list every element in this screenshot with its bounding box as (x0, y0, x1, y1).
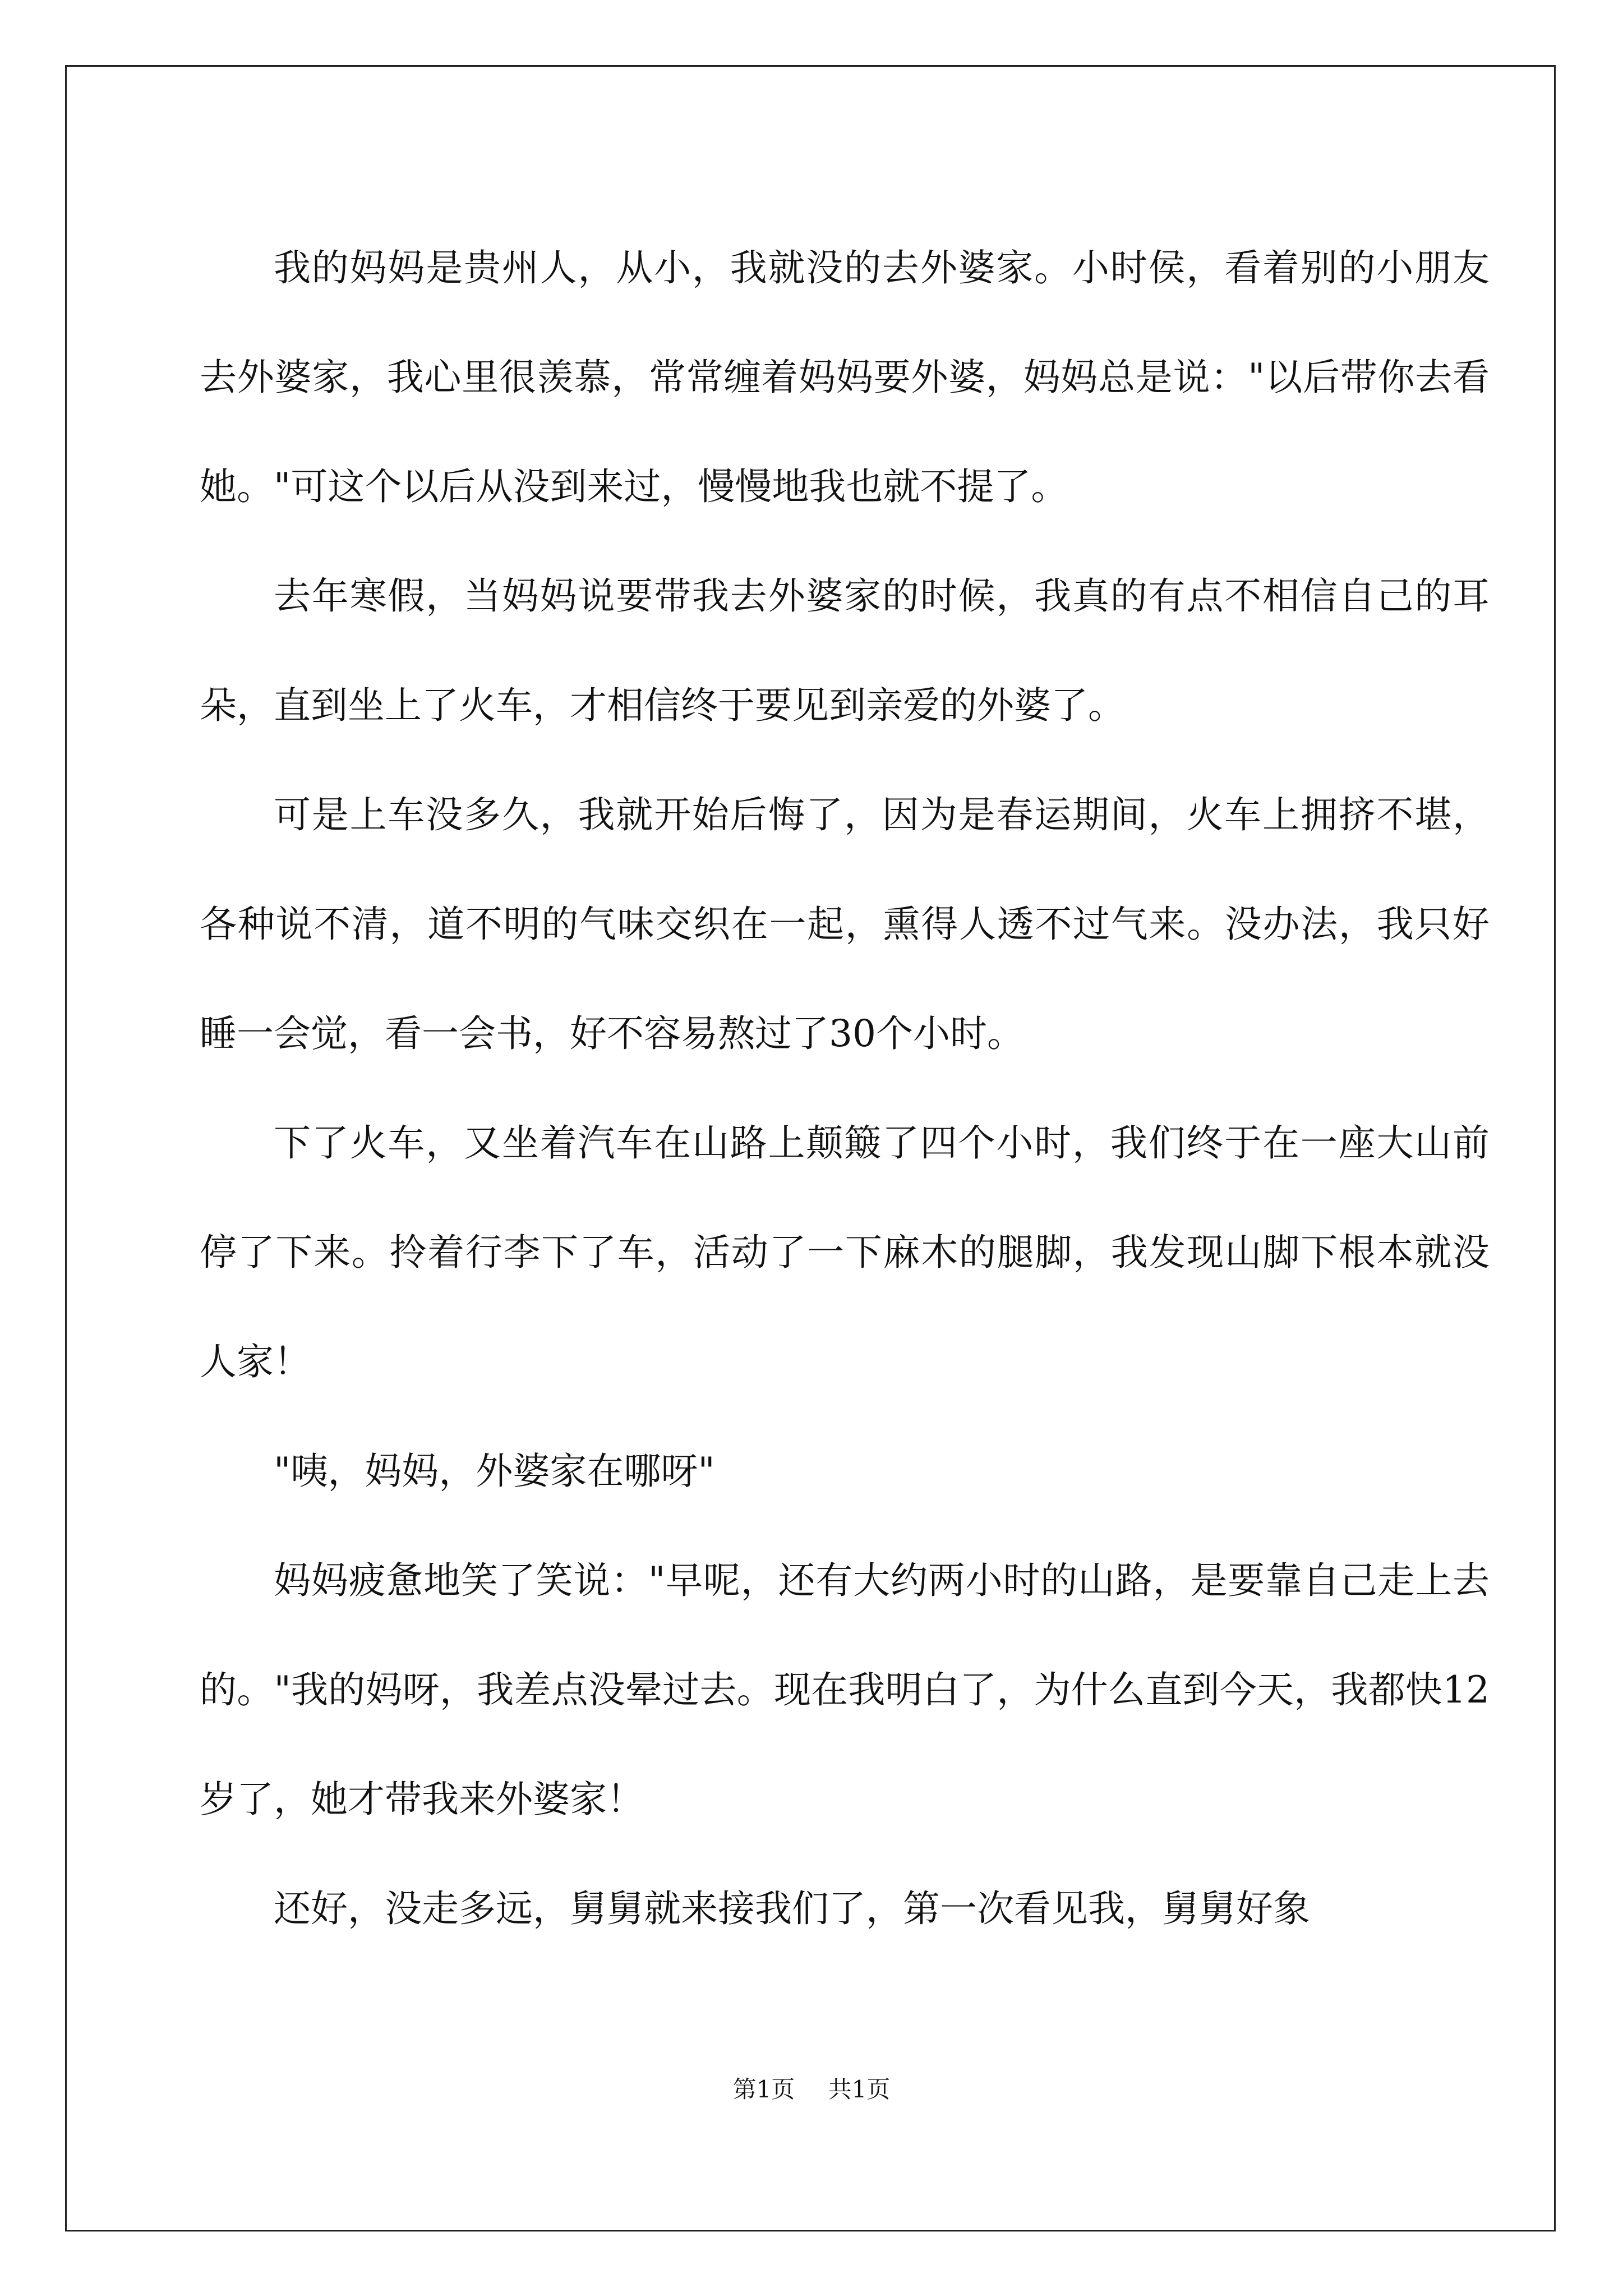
page-number-current: 第1页 (732, 2076, 795, 2103)
paragraph-1: 我的妈妈是贵州人，从小，我就没的去外婆家。小时侯，看着别的小朋友去外婆家，我心里很羡慕，常常缠着妈妈要外婆，妈妈总是说："以后带你去看她。"可这个以后从没到来过，慢慢地我也就不提了。 (200, 246, 1490, 508)
page-footer (0, 2071, 1623, 2105)
paragraph-3: 可是上车没多久，我就开始后悔了，因为是春运期间，火车上拥挤不堪，各种说不清，道不明的气味交织在一起，熏得人透不过气来。没办法，我只好睡一会觉，看一会书，好不容易熬过了30个小时。 (200, 793, 1490, 1055)
paragraph-2: 去年寒假，当妈妈说要带我去外婆家的时候，我真的有点不相信自己的耳朵，直到坐上了火车，才相信终于要见到亲爱的外婆了。 (200, 574, 1490, 727)
paragraph-7: 还好，没走多远，舅舅就来接我们了，第一次看见我，舅舅好象 (274, 1887, 1310, 1930)
paragraph-4: 下了火车，又坐着汽车在山路上颠簸了四个小时，我们终于在一座大山前停了下来。拎着行李下了车，活动了一下麻木的腿脚，我发现山脚下根本就没人家！ (200, 1121, 1490, 1383)
page-number-total: 共1页 (828, 2076, 891, 2103)
paragraph-6: 妈妈疲惫地笑了笑说："早呢，还有大约两小时的山路，是要靠自己走上去的。"我的妈呀，我差点没晕过去。现在我明白了，为什么直到今天，我都快12岁了，她才带我来外婆家！ (200, 1559, 1490, 1821)
paragraph-5: "咦，妈妈，外婆家在哪呀" (274, 1450, 715, 1493)
document-body (200, 213, 1490, 1963)
